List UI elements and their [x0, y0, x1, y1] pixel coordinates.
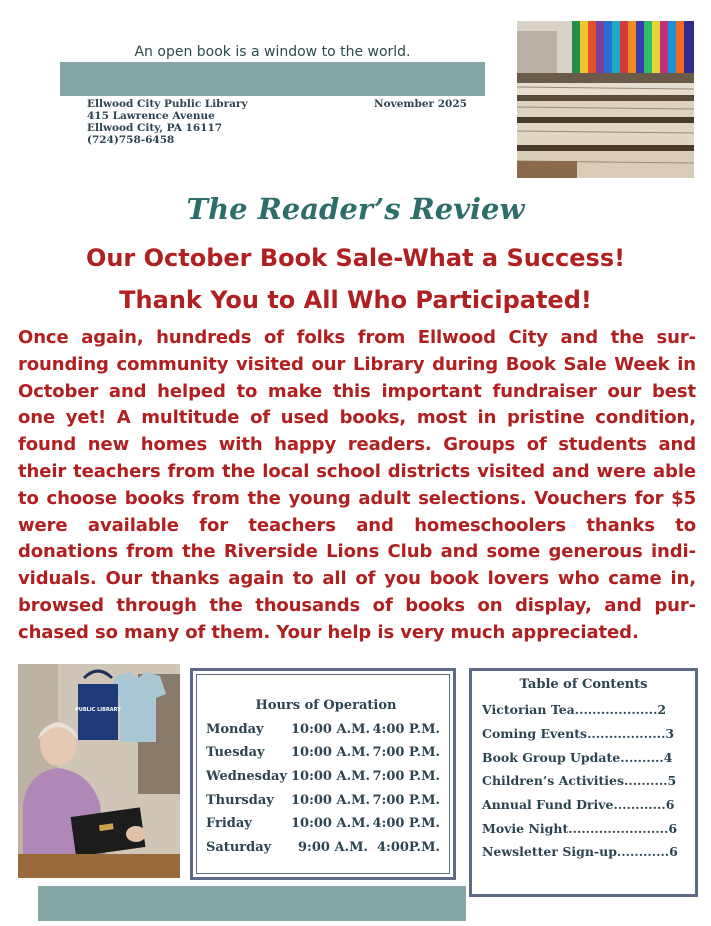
toc-item-victorian-tea[interactable]: Victorian Tea...................2: [482, 702, 667, 717]
hours-close: 4:00 P.M.: [372, 722, 440, 737]
library-address-block: [87, 98, 248, 146]
hours-row: [206, 816, 440, 831]
table-of-contents-panel: [469, 668, 698, 897]
headline-secondary: Thank You to All Who Participated!: [119, 286, 592, 314]
hours-row: [206, 745, 440, 760]
newsletter-title: The Reader’s Review: [186, 192, 525, 226]
hours-close: 4:00P.M.: [376, 840, 440, 855]
hours-row: [206, 722, 440, 737]
toc-title: Table of Contents: [519, 677, 648, 692]
toc-item-movie-night[interactable]: Movie Night.......................6: [482, 821, 678, 836]
hours-day: Monday: [206, 722, 264, 737]
library-phone: (724)758-6458: [87, 134, 175, 146]
toc-item-book-group-update[interactable]: Book Group Update..........4: [482, 750, 673, 765]
hours-open: 10:00 A.M.: [291, 722, 371, 737]
article-body: Once again, hundreds of folks from Ellwood City and the sur-rounding community visited our Library during Book Sale Week in October and helped to make this important fundraiser our best one yet! A multitude of used books, most in pristine condition, found new homes with happy readers. Groups of students and their teachers from the local school districts visited and were able to choose books from the young adult selections. Vouchers for $5 were available for teachers and homeschoolers thanks to donations from the Riverside Lions Club and some generous indi-viduals. Our thanks again to all of you book lovers who came in, browsed through the thousands of books on display, and pur-chased so many of them. Your help is very much appreciated.: [18, 327, 696, 643]
library-city: Ellwood City, PA 16117: [87, 122, 223, 134]
toc-item-coming-events[interactable]: Coming Events..................3: [482, 726, 675, 741]
hours-open: 10:00 A.M.: [291, 769, 371, 784]
tagline: An open book is a window to the world.: [134, 44, 411, 60]
hours-close: 7:00 P.M.: [372, 793, 440, 808]
hours-row: [206, 840, 440, 855]
book-sale-photo: [517, 21, 694, 178]
hours-panel: [190, 668, 456, 880]
issue-date: November 2025: [374, 98, 467, 110]
headline-primary: Our October Book Sale-What a Success!: [85, 244, 626, 272]
hours-title: Hours of Operation: [255, 698, 397, 713]
hours-day: Wednesday: [206, 769, 288, 784]
top-banner-bar: [60, 62, 485, 96]
hours-day: Thursday: [206, 793, 274, 808]
hours-close: 4:00 P.M.: [372, 816, 440, 831]
library-name: Ellwood City Public Library: [87, 98, 248, 110]
hours-row: [206, 793, 440, 808]
hours-day: Friday: [206, 816, 252, 831]
hours-close: 7:00 P.M.: [372, 769, 440, 784]
book-sale-photo-art: [517, 21, 694, 178]
toc-item-annual-fund-drive[interactable]: Annual Fund Drive............6: [482, 797, 675, 812]
hours-row: [206, 769, 440, 784]
hours-close: 7:00 P.M.: [372, 745, 440, 760]
tote-bag-text: PUBLIC LIBRARY: [75, 707, 121, 713]
hours-open: 10:00 A.M.: [291, 793, 371, 808]
hours-day: Saturday: [206, 840, 272, 855]
toc-item-childrens-activities[interactable]: Children’s Activities..........5: [482, 773, 677, 788]
hours-open: 10:00 A.M.: [291, 745, 371, 760]
hours-open: 9:00 A.M.: [298, 840, 368, 855]
volunteer-photo: [18, 664, 180, 878]
volunteer-photo-art: [18, 664, 180, 878]
hours-day: Tuesday: [206, 745, 265, 760]
bottom-banner-bar: [38, 886, 466, 921]
library-street: 415 Lawrence Avenue: [87, 110, 215, 122]
toc-item-newsletter-signup[interactable]: Newsletter Sign-up............6: [482, 844, 678, 859]
hours-open: 10:00 A.M.: [291, 816, 371, 831]
